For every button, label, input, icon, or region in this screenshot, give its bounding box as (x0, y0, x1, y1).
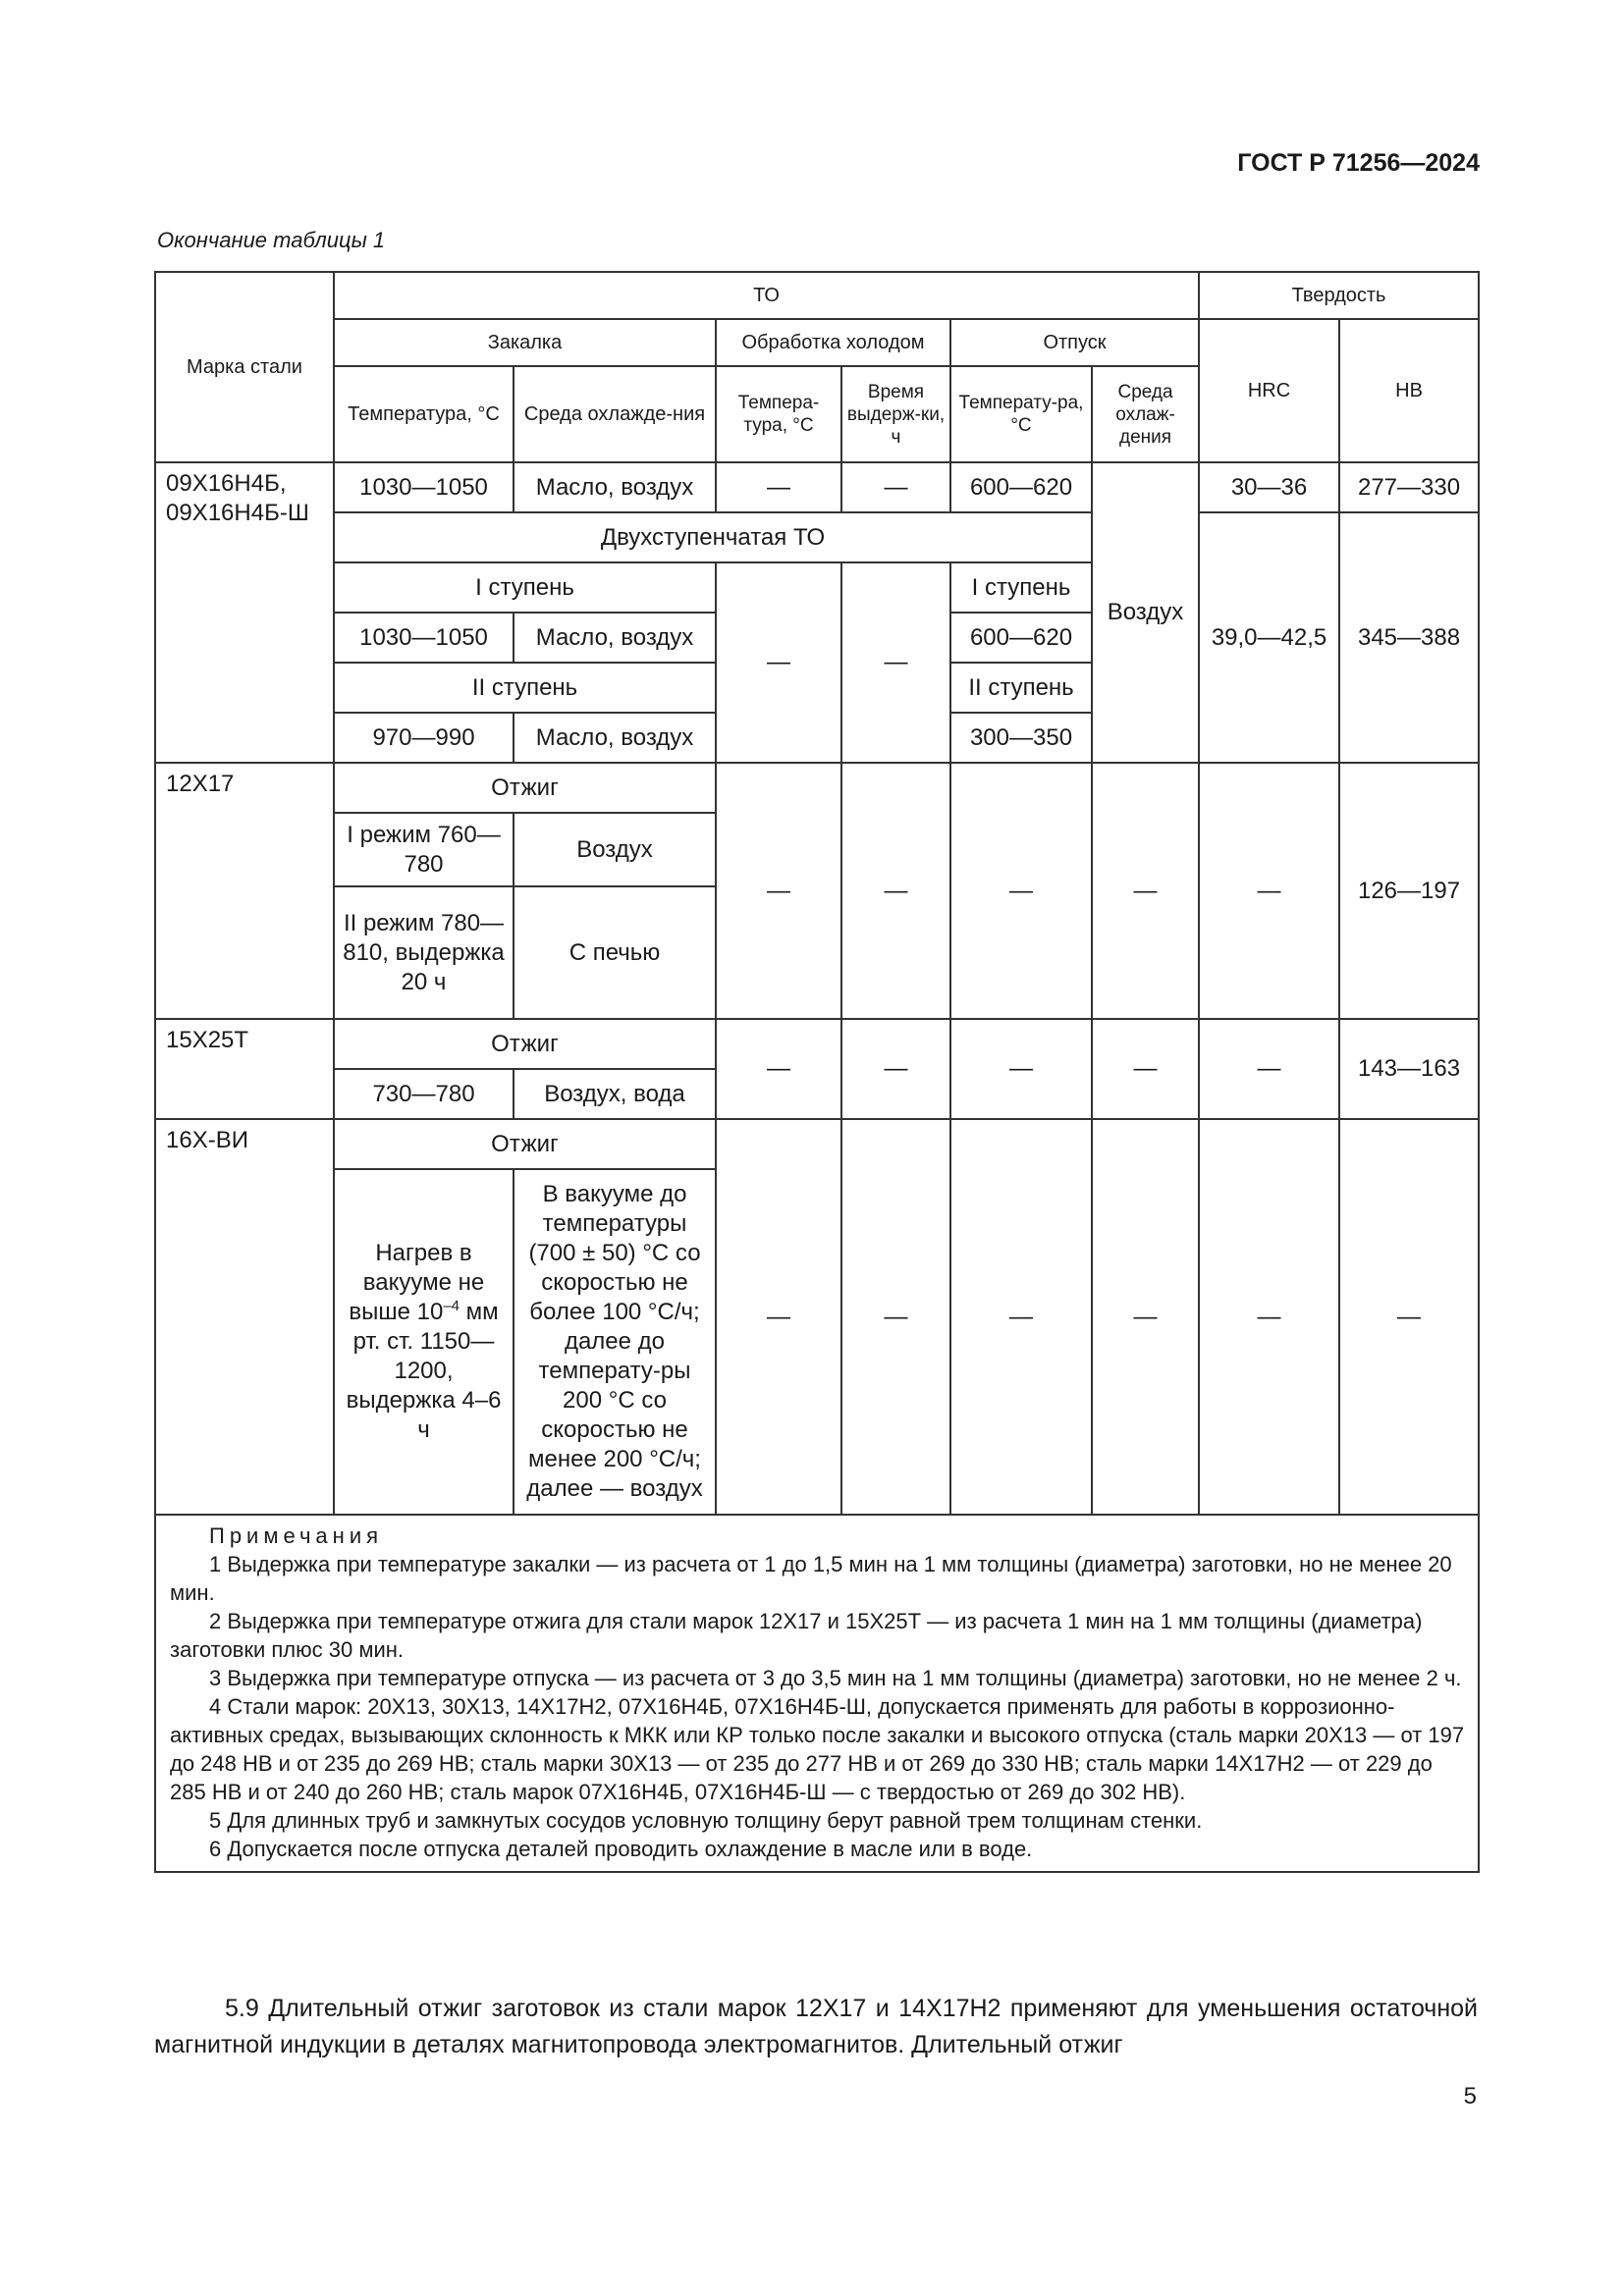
table-cell: 126—197 (1339, 763, 1479, 1019)
stage-label: I ступень (334, 562, 716, 613)
table-cell: — (841, 1019, 950, 1119)
header-hb: HB (1339, 319, 1479, 462)
table-cell: 143—163 (1339, 1019, 1479, 1119)
anneal-heading: Отжиг (334, 1019, 716, 1069)
header-cold-temp: Темпера-тура, °С (716, 366, 841, 462)
note-item: 1 Выдержка при температуре закалки — из расчета от 1 до 1,5 мин на 1 мм толщины (диаметра) заготовки, но не менее 20 мин. (170, 1552, 1452, 1605)
anneal-heading: Отжиг (334, 763, 716, 813)
table-cell: 1030—1050 (334, 462, 514, 512)
table-cell: 600—620 (950, 462, 1092, 512)
table-cell: — (716, 763, 841, 1019)
table-cell: 730—780 (334, 1069, 514, 1119)
header-hrc: HRC (1199, 319, 1339, 462)
header-hardness: Твердость (1199, 272, 1479, 319)
table-cell: 300—350 (950, 713, 1092, 763)
header-cold-treatment: Обработка холодом (716, 319, 950, 366)
note-item: 5 Для длинных труб и замкнутых сосудов условную толщину берут равной трем толщинам стенки. (209, 1808, 1203, 1833)
stage-label: II ступень (334, 663, 716, 713)
table-cell: — (1199, 763, 1339, 1019)
header-temper-temp: Температу-ра, °С (950, 366, 1092, 462)
two-stage-heading: Двухступенчатая ТО (334, 512, 1092, 562)
table-cell: 277—330 (1339, 462, 1479, 512)
table-cell: — (950, 763, 1092, 1019)
body-paragraph: 5.9 Длительный отжиг заготовок из стали марок 12Х17 и 14Х17Н2 применяют для уменьшения остаточной магнитной индукции в деталях магнитопровода электромагнитов. Длительный отжиг (154, 1995, 1478, 2058)
stage-label: I ступень (950, 562, 1092, 613)
note-item: 6 Допускается после отпуска деталей проводить охлаждение в масле или в воде. (209, 1837, 1033, 1861)
vacuum-heat-exponent: –4 (443, 1298, 460, 1314)
table-cell: — (1092, 1119, 1199, 1515)
header-to: ТО (334, 272, 1199, 319)
table-cell: — (716, 462, 841, 512)
table-cell: 1030—1050 (334, 613, 514, 663)
table-cell: В вакууме до температуры (700 ± 50) °С со скоростью не более 100 °С/ч; далее до температу-ры 200 °С со скоростью не менее 200 °С/ч; далее — воздух (514, 1169, 716, 1515)
notes-title: Примечания (209, 1523, 384, 1548)
table-cell: Воздух (1092, 462, 1199, 763)
table-cell: Масло, воздух (514, 462, 716, 512)
header-temper: Отпуск (950, 319, 1199, 366)
table-cell: — (716, 562, 841, 763)
table-continuation-caption: Окончание таблицы 1 (157, 228, 386, 252)
header-temper-medium: Среда охлаж-дения (1092, 366, 1199, 462)
table-cell: II режим 780—810, выдержка 20 ч (334, 886, 514, 1019)
table-cell: 970—990 (334, 713, 514, 763)
header-cold-time: Время выдерж-ки, ч (841, 366, 950, 462)
header-quench-temp: Температура, °С (334, 366, 514, 462)
steel-grade-cell: 09Х16Н4Б, 09Х16Н4Б-Ш (155, 462, 334, 763)
vacuum-heat-text-c: мм рт. ст. 1150—1200, выдержка 4–6 ч (346, 1299, 502, 1443)
table-cell: — (1092, 763, 1199, 1019)
note-item: 4 Стали марок: 20Х13, 30Х13, 14Х17Н2, 07Х16Н4Б, 07Х16Н4Б-Ш, допускается применять для работы в коррозионно-активных средах, вызывающих склонность к МКК или КР только после закалки и высокого отпуска (сталь марки 20Х13 — от 197 до 248 НВ и от 235 до 269 НВ; сталь марки 30Х13 — от 235 до 277 НВ и от 269 до 330 НВ; сталь марки 14Х17Н2 — от 229 до 285 НВ и от 240 до 260 НВ; сталь марок 07Х16Н4Б, 07Х16Н4Б-Ш — с твердостью от 269 до 302 НВ). (170, 1694, 1465, 1804)
steel-grade-cell: 16Х-ВИ (155, 1119, 334, 1515)
anneal-heading: Отжиг (334, 1119, 716, 1169)
table-cell: 345—388 (1339, 512, 1479, 763)
table-cell: 39,0—42,5 (1199, 512, 1339, 763)
table-cell: Воздух, вода (514, 1069, 716, 1119)
table-cell: — (716, 1019, 841, 1119)
table-cell: — (841, 763, 950, 1019)
vacuum-heat-text-a: Нагрев в вакууме не выше (349, 1240, 485, 1325)
vacuum-heat-text-b: 10 (416, 1299, 444, 1325)
header-quench: Закалка (334, 319, 716, 366)
table-cell: — (950, 1119, 1092, 1515)
table-cell: Масло, воздух (514, 613, 716, 663)
table-cell: — (1092, 1019, 1199, 1119)
steel-grade-cell: 12Х17 (155, 763, 334, 1019)
table-cell: 30—36 (1199, 462, 1339, 512)
note-item: 2 Выдержка при температуре отжига для стали марок 12Х17 и 15Х25Т — из расчета 1 мин на 1 мм толщины (диаметра) заготовки плюс 30 мин. (170, 1609, 1423, 1662)
table-cell: — (1339, 1119, 1479, 1515)
table-cell: — (1199, 1019, 1339, 1119)
table-cell: Воздух (514, 813, 716, 886)
note-item: 3 Выдержка при температуре отпуска — из расчета от 3 до 3,5 мин на 1 мм толщины (диаметра) заготовки, но не менее 2 ч. (209, 1666, 1462, 1690)
table-cell: — (841, 1119, 950, 1515)
table-cell: I режим 760—780 (334, 813, 514, 886)
header-steel-grade: Марка стали (155, 272, 334, 462)
table-1-end (154, 271, 1478, 1873)
table-cell: — (950, 1019, 1092, 1119)
table-cell: — (841, 462, 950, 512)
heat-treatment-table (154, 271, 1480, 1873)
steel-grade-cell: 15Х25Т (155, 1019, 334, 1119)
notes-cell (155, 1515, 1479, 1872)
table-cell: Масло, воздух (514, 713, 716, 763)
document-id: ГОСТ Р 71256—2024 (1237, 149, 1480, 177)
page-number: 5 (1463, 2083, 1477, 2109)
vacuum-heat-cell (334, 1169, 514, 1515)
table-cell: — (1199, 1119, 1339, 1515)
table-cell: 600—620 (950, 613, 1092, 663)
table-cell: — (841, 562, 950, 763)
table-cell: С печью (514, 886, 716, 1019)
stage-label: II ступень (950, 663, 1092, 713)
table-cell: — (716, 1119, 841, 1515)
header-quench-medium: Среда охлажде-ния (514, 366, 716, 462)
